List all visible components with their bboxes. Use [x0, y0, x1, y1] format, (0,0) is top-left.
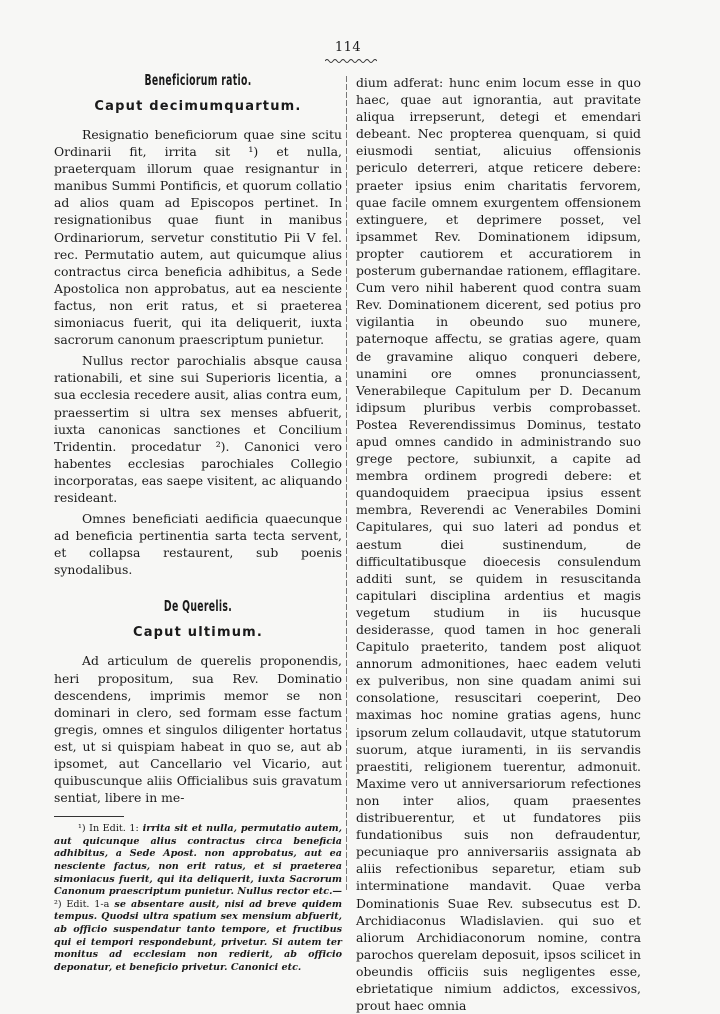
page-number-text: 114 [334, 40, 362, 55]
column-divider [346, 76, 347, 891]
chapter-title-ultimum: Caput ultimum. [132, 625, 264, 641]
section-title-de-querelis: De Querelis. [163, 597, 233, 616]
footnote-text-1: irrita sit et nulla, permutatio autem, aut quicunque alius contractus circa beneficia adhibitus, a Sede Apost. non approbatus, aut ea nesciente factus, non erit ratus, et si praeterea simoniacus fuerit, qui ita deliquerit, iuxta Sacrorum Canonum praescriptum punietur. Nullus rector etc.— [54, 823, 343, 898]
right-column [356, 74, 641, 1014]
page-number [0, 40, 720, 55]
footnote-marker-1: ¹) In Edit. 1: [78, 823, 139, 835]
section-gap [54, 578, 342, 596]
chapter-title-decimumquartum: Caput decimumquartum. [94, 99, 302, 114]
footnote-separator [54, 816, 124, 817]
paragraph: dium adferat: hunc enim locum esse in quo haec, quae aut ignorantia, aut pravitate aliqua irrepserunt, detegi et emendari debeant. Nec propterea quenquam, si quid eiusmodi sentiat, alicuius offensionis periculo deterreri, atque reticere debere: praeter ipsius enim charitatis fervorem, quae facile omnem exurgentem offensionem extinguere, et deprimere posset, vel ipsammet Rev. Dominationem idipsum, propter cautiorem et accuratiorem in posterum gubernandae rationem, efflagitare. Cum vero nihil haberent quod contra suam Rev. Dominationem dicerent, sed potius pro vigilantia in obeundo suo munere, paternoque affectu, se gratias agere, quam de gravamine aliquo conqueri debere, unamini ore omnes pronunciassent, Venerabileque Capitulum per D. Decanum idipsum pluribus verbis comprobasset. Postea Reverendissimus Dominus, testato apud omnes candido in administrando suo grege pectore, subiunxit, a capite ad membra ordinem progredi debere: et quandoquidem praecipua ipsius essent membra, Reverendi ac Venerabiles Domini Capitulares, qui suo lateri ad pondus et aestum diei sustinendum, de difficultatibusque dioecesis consulendum additi sunt, se quidem in resuscitanda capitulari disciplina ardentius et magis vegetum studium in iis hucusque desiderasse, quod tamen in hoc generali Capitulo praeterito, tandem post aliquot annorum admonitiones, haec eadem veluti ex pulveribus, non sine quadam animi sui consolatione, resuscitari coeperint, Deo maximas hoc nomine gratias agens, hunc ipsorum zelum collaudavit, utque statutorum suorum, atque iuramenti, in iis servandis praestiti, religionem tuerentur, admonuit. Maxime vero ut anniversariorum refectiones non inter alios, quam praesentes distribuerentur, et ut fundatores piis fundationibus suis non defraudentur, pecuniaque pro anniversariis assignata ab aliis refectionibus separetur, etiam sub interminatione mandavit. Quae verba Dominationis Suae Rev. subsecutus est D. Archidiaconus Wladislavien. qui suo et aliorum Archidiaconorum nomine, contra parochos querelam deposuit, ipsos scilicet in obeundis officiis suis negligentes esse, ebrietatique nimium addictos, excessivos, prout haec omnia [356, 75, 641, 1014]
paragraph: Ad articulum de querelis proponendis, heri propositum, sua Rev. Dominatio descendens, imprimis memor se non dominari in clero, sed formam esse factum gregis, omnes et singulos diligenter hortatus est, ut si quispiam habeat in quo se, aut ab ipsomet, aut Cancellario vel Vicario, aut quibuscunque aliis Officialibus suis gravatum sentiat, libere in me- [54, 653, 342, 806]
page-number-underline [325, 58, 377, 64]
footnote-marker-2: ²) Edit. 1-a [54, 898, 110, 910]
paragraph: Nullus rector parochialis absque causa rationabili, et sine sui Superioris licentia, a sua ecclesia recedere ausit, alias contra eum, praessertim si ultra sex menses abfuerit, iuxta canonicas sanctiones et Concilium Tridentin. procedatur ²). Canonici vero habentes ecclesias parochiales Collegio incorporatas, eas saepe visitent, ac aliquando resideant. [54, 353, 342, 505]
section-title-beneficiorum: Beneficiorum ratio. [144, 71, 252, 89]
footnote-text-2: se absentare ausit, nisi ad breve quidem tempus. Quodsi ultra spatium sex mensium abfuerit, ab officio suspendatur tanto tempore, et fructibus qui ei tempori respondebunt, privetur. Si autem ter monitus ad ecclesiam non redierit, ab officio deponatur, et beneficio privetur. Canonici etc. [54, 898, 342, 973]
paragraph: Resignatio beneficiorum quae sine scitu Ordinarii fit, irrita sit ¹) et nulla, praeterquam illorum quae resignantur in manibus Summi Pontificis, et quorum collatio ad alios quam ad Episcopos pertinet. In resignationibus quae fiunt in manibus Ordinariorum, servetur constitutio Pii V fel. rec. Permutatio autem, aut quicumque alius contractus circa beneficia adhibitus, a Sede Apostolica non approbatus, aut ea nesciente factus, non erit ratus, et si praeterea simoniacus fuerit, qui ita deliquerit, iuxta sacrorum canonum praescriptum punietur. [54, 127, 342, 348]
left-column [54, 70, 342, 974]
paragraph: Omnes beneficiati aedificia quaecunque ad beneficia pertinentia sarta tecta servent, et collapsa restaurent, sub poenis synodalibus. [54, 511, 342, 578]
footnotes [54, 823, 342, 974]
